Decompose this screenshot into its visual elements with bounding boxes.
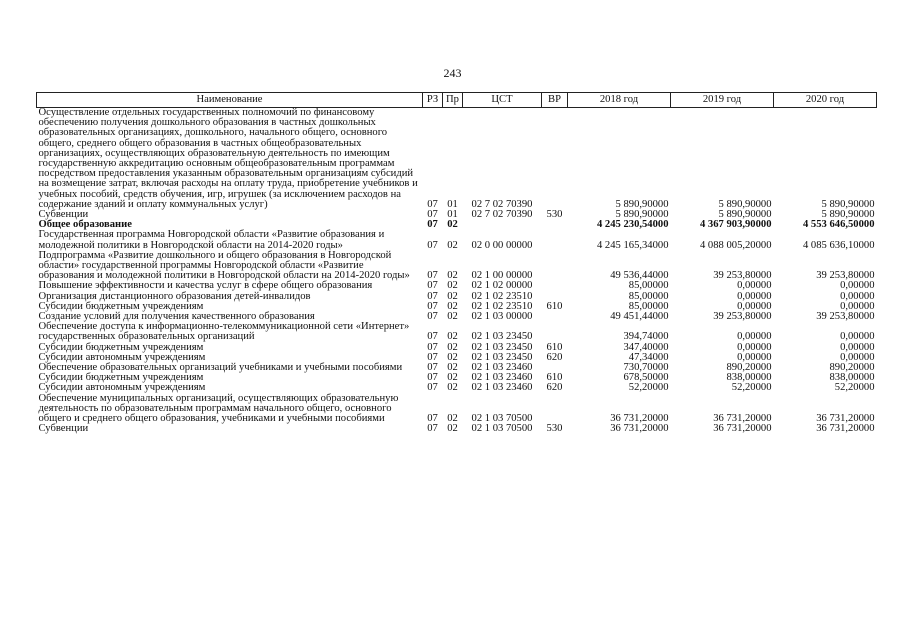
cell-2018: 85,00000	[628, 300, 669, 312]
cell-2020: 5 890,90000	[821, 209, 875, 221]
cell-name: Создание условий для получения качественного образования	[38, 311, 315, 323]
cell-2018: 49 451,44000	[610, 311, 669, 323]
cell-rz: 07	[427, 423, 438, 435]
table-header-row	[37, 93, 877, 108]
table-row	[37, 108, 877, 211]
cell-name: Подпрограмма «Развитие дошкольного и общего образования в Новгородской области» государственной программы Новгородской области «Развитие образования и молодежной политики в Новгородской области на 2014-2020 годы»	[38, 249, 410, 282]
cell-vr: 610	[546, 372, 563, 384]
cell-vr	[542, 108, 568, 211]
cell-rz: 07	[427, 300, 438, 312]
cell-rz: 07	[427, 372, 438, 384]
cell-pr: 02	[447, 341, 458, 353]
cell-vr	[542, 230, 568, 250]
cell-cst: 02 1 03 23460	[471, 372, 533, 384]
cell-rz: 07	[427, 351, 438, 363]
table-row	[37, 322, 877, 342]
cell-2019: 0,00000	[737, 280, 772, 292]
cell-2020: 0,00000	[840, 351, 875, 363]
cell-name: Субвенции	[38, 209, 89, 221]
cell-2020: 52,20000	[834, 382, 875, 394]
cell-2019: 5 890,90000	[718, 198, 772, 210]
cell-pr: 02	[447, 413, 458, 425]
cell-2019: 4 367 903,90000	[699, 219, 772, 231]
budget-table	[36, 92, 877, 435]
cell-cst: 02 7 02 70390	[471, 198, 533, 210]
cell-2018: 49 536,44000	[610, 270, 669, 282]
cell-pr: 02	[447, 239, 458, 251]
cell-2018: 347,40000	[623, 341, 669, 353]
cell-2018: 730,70000	[623, 362, 669, 374]
cell-vr	[542, 312, 568, 322]
cell-2018: 47,34000	[628, 351, 669, 363]
cell-pr: 01	[447, 209, 458, 221]
cell-2020: 838,00000	[829, 372, 875, 384]
cell-2018: 5 890,90000	[615, 209, 669, 221]
header-2018: 2018 год	[568, 93, 671, 108]
cell-2020: 36 731,20000	[816, 423, 875, 435]
cell-cst: 02 1 03 70500	[471, 423, 533, 435]
cell-2018: 85,00000	[628, 290, 669, 302]
cell-cst: 02 1 02 23510	[471, 300, 533, 312]
cell-name: Обеспечение доступа к информационно-телекоммуникационной сети «Интернет» государственных образовательных организаций	[38, 321, 410, 343]
cell-vr: 530	[546, 209, 563, 221]
cell-rz: 07	[427, 382, 438, 394]
cell-rz: 07	[427, 239, 438, 251]
cell-2020: 0,00000	[840, 280, 875, 292]
table-row	[37, 251, 877, 282]
cell-2020: 39 253,80000	[816, 311, 875, 323]
cell-rz: 07	[427, 341, 438, 353]
cell-cst: 02 7 02 70390	[471, 209, 533, 221]
cell-rz: 07	[427, 311, 438, 323]
cell-2019: 36 731,20000	[713, 423, 772, 435]
cell-pr: 02	[447, 372, 458, 384]
cell-2018: 36 731,20000	[610, 413, 669, 425]
cell-2019: 39 253,80000	[713, 270, 772, 282]
cell-cst: 02 1 03 23460	[471, 382, 533, 394]
cell-rz: 07	[427, 270, 438, 282]
cell-vr: 530	[546, 423, 563, 435]
cell-vr: 620	[546, 351, 563, 363]
cell-2018: 4 245 165,34000	[596, 239, 669, 251]
header-pr: Пр	[443, 93, 463, 108]
header-vr: ВР	[542, 93, 568, 108]
cell-pr: 02	[447, 270, 458, 282]
cell-pr: 02	[447, 382, 458, 394]
page-number: 243	[443, 66, 462, 80]
cell-pr: 02	[447, 290, 458, 302]
cell-2018: 678,50000	[623, 372, 669, 384]
cell-cst: 02 1 03 23450	[471, 341, 533, 353]
header-cst: ЦСТ	[463, 93, 542, 108]
cell-2018: 36 731,20000	[610, 423, 669, 435]
cell-pr: 02	[447, 362, 458, 374]
cell-cst: 02 1 03 70500	[471, 413, 533, 425]
cell-name: Субсидии автономным учреждениям	[38, 382, 206, 394]
cell-name: Обеспечение муниципальных организаций, осуществляющих образовательную деятельность по образовательным программам начального общего, основного общего и среднего общего образования, учебниками и учебными пособиями	[38, 392, 399, 425]
cell-2020: 5 890,90000	[821, 198, 875, 210]
table-body	[37, 108, 877, 435]
cell-vr: 610	[546, 300, 563, 312]
cell-2019: 0,00000	[737, 300, 772, 312]
cell-pr: 02	[447, 423, 458, 435]
cell-2019: 838,00000	[726, 372, 772, 384]
cell-vr	[542, 251, 568, 282]
cell-name: Субсидии бюджетным учреждениям	[38, 341, 204, 353]
cell-cst: 02 1 03 23450	[471, 331, 533, 343]
cell-2019: 36 731,20000	[713, 413, 772, 425]
cell-cst: 02 1 00 00000	[471, 270, 533, 282]
cell-pr: 02	[447, 311, 458, 323]
cell-2019: 39 253,80000	[713, 311, 772, 323]
cell-name: Государственная программа Новгородской области «Развитие образования и молодежной политики в Новгородской области на 2014-2020 годы»	[38, 229, 385, 251]
cell-rz: 07	[427, 209, 438, 221]
cell-cst: 02 0 00 00000	[471, 239, 533, 251]
table-row	[37, 424, 877, 434]
cell-2020: 36 731,20000	[816, 413, 875, 425]
cell-cst	[463, 220, 542, 230]
cell-2019: 0,00000	[737, 351, 772, 363]
cell-2020: 0,00000	[840, 300, 875, 312]
cell-vr	[542, 394, 568, 425]
cell-name: Субсидии автономным учреждениям	[38, 351, 206, 363]
cell-2018: 52,20000	[628, 382, 669, 394]
cell-2019: 52,20000	[731, 382, 772, 394]
cell-name: Субвенции	[38, 423, 89, 435]
cell-rz: 07	[427, 198, 438, 210]
cell-cst: 02 1 02 23510	[471, 290, 533, 302]
cell-2018: 5 890,90000	[615, 198, 669, 210]
cell-2018: 85,00000	[628, 280, 669, 292]
header-2020: 2020 год	[774, 93, 877, 108]
cell-name: Субсидии бюджетным учреждениям	[38, 300, 204, 312]
cell-vr: 620	[546, 382, 563, 394]
cell-2020: 39 253,80000	[816, 270, 875, 282]
cell-pr: 02	[447, 351, 458, 363]
table-row	[37, 394, 877, 425]
cell-2018: 394,74000	[623, 331, 669, 343]
cell-2020: 0,00000	[840, 290, 875, 302]
cell-rz: 07	[427, 280, 438, 292]
cell-vr: 610	[546, 341, 563, 353]
cell-rz: 07	[427, 331, 438, 343]
cell-cst: 02 1 03 23460	[471, 362, 533, 374]
cell-pr: 01	[447, 198, 458, 210]
cell-2020: 890,20000	[829, 362, 875, 374]
cell-name: Обеспечение образовательных организаций учебниками и учебными пособиями	[38, 362, 403, 374]
cell-2018: 4 245 230,54000	[596, 219, 669, 231]
cell-pr: 02	[447, 300, 458, 312]
cell-2020: 4 553 646,50000	[802, 219, 875, 231]
cell-2019: 4 088 005,20000	[699, 239, 772, 251]
cell-pr: 02	[447, 280, 458, 292]
cell-2019: 0,00000	[737, 331, 772, 343]
header-rz: РЗ	[423, 93, 443, 108]
cell-name: Субсидии бюджетным учреждениям	[38, 372, 204, 384]
cell-2020: 0,00000	[840, 331, 875, 343]
cell-name: Осуществление отдельных государственных полномочий по финансовому обеспечению получения дошкольного образования в частных дошкольных образовательных организациях, дошкольного, начального общего, основного общего, среднего общего образования в частных общеобразовательных организациях, осуществляющих образовательную деятельность по имеющим государственную аккредитацию основным общеобразовательным программам посредством предоставления указанным образовательным организациям субсидий на возмещение затрат, включая расходы на оплату труда, приобретение учебников и учебных пособий, средств обучения, игр, игрушек (за исключением расходов на содержание зданий и оплату коммунальных услуг)	[38, 107, 418, 210]
cell-2019: 890,20000	[726, 362, 772, 374]
header-2019: 2019 год	[671, 93, 774, 108]
cell-2019: 0,00000	[737, 341, 772, 353]
table-row	[37, 230, 877, 250]
cell-vr	[542, 220, 568, 230]
cell-cst: 02 1 03 00000	[471, 311, 533, 323]
cell-cst: 02 1 03 23450	[471, 351, 533, 363]
cell-pr: 02	[447, 219, 458, 231]
cell-2019: 0,00000	[737, 290, 772, 302]
cell-rz: 07	[427, 219, 438, 231]
cell-2020: 0,00000	[840, 341, 875, 353]
cell-name: Организация дистанционного образования детей-инвалидов	[38, 290, 311, 302]
cell-name: Общее образование	[38, 219, 132, 231]
cell-pr: 02	[447, 331, 458, 343]
cell-vr	[542, 281, 568, 291]
cell-rz: 07	[427, 290, 438, 302]
cell-vr	[542, 322, 568, 342]
cell-2019: 5 890,90000	[718, 209, 772, 221]
cell-rz: 07	[427, 362, 438, 374]
cell-cst: 02 1 02 00000	[471, 280, 533, 292]
header-name: Наименование	[37, 93, 423, 108]
cell-name: Повышение эффективности и качества услуг в сфере общего образования	[38, 280, 373, 292]
cell-rz: 07	[427, 413, 438, 425]
cell-2020: 4 085 636,10000	[802, 239, 875, 251]
